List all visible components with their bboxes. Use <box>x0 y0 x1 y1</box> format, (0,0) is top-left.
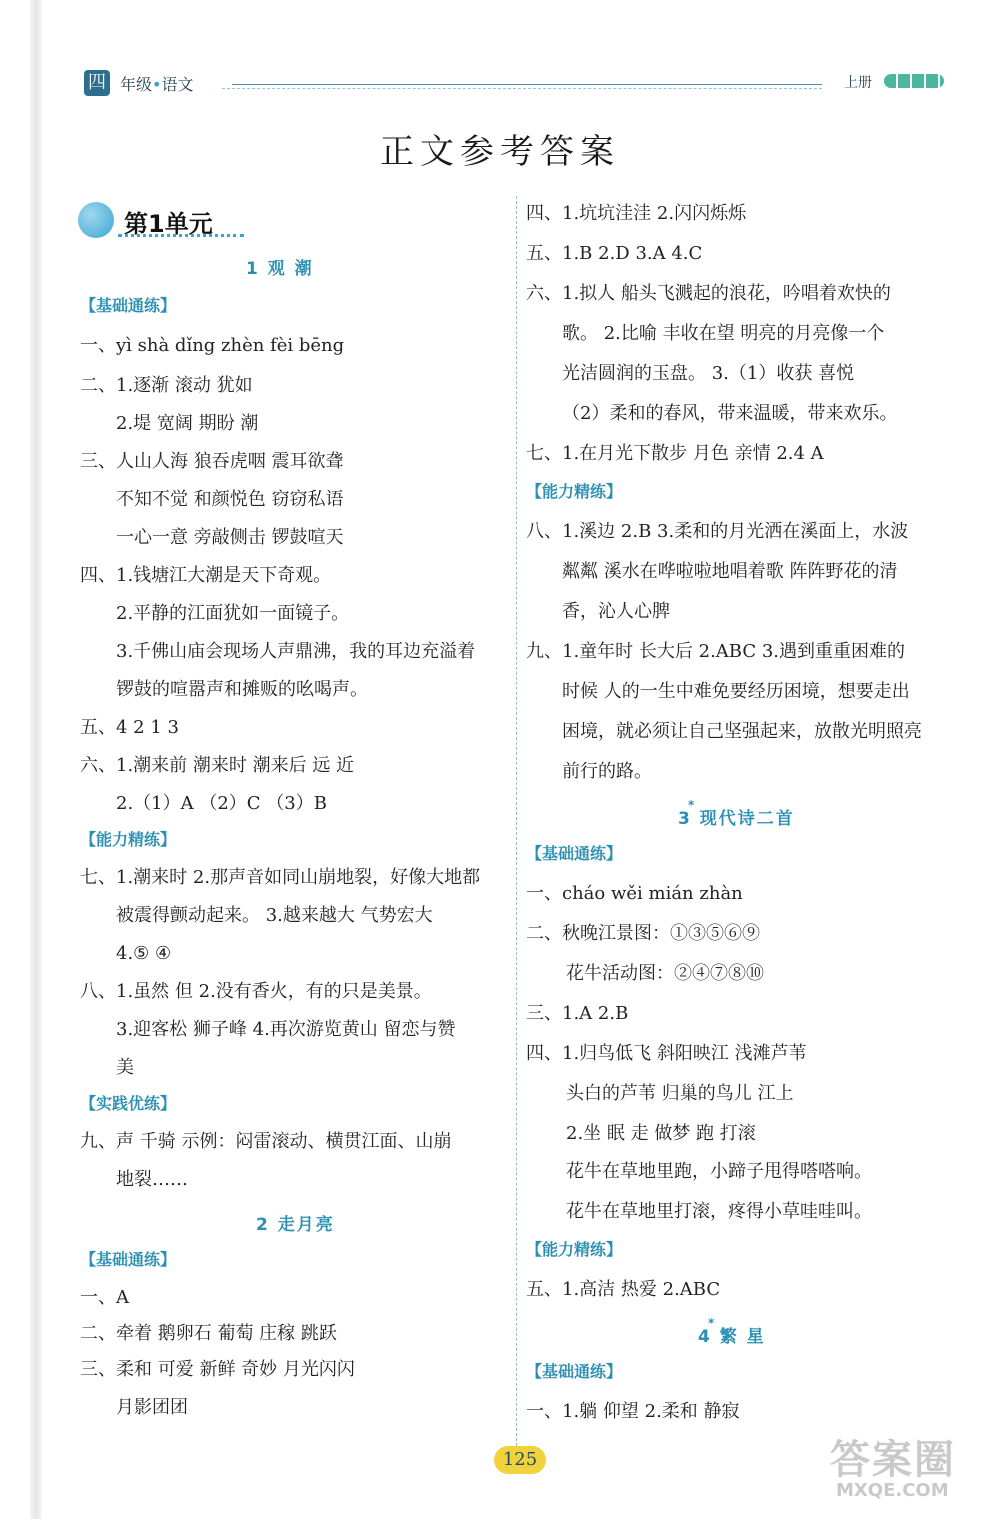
answer-line: 前行的路。 <box>562 761 652 782</box>
answer-line: 花牛在草地里打滚，疼得小草哇哇叫。 <box>566 1201 872 1222</box>
answer-line: 七、1.在月光下散步 月色 亲情 2.4 A <box>526 443 824 464</box>
optional-lesson-mark: * <box>688 798 697 812</box>
answer-line: 花牛活动图：②④⑦⑧⑩ <box>566 963 764 984</box>
volume-label: 上册 <box>844 75 872 91</box>
section-tag-basic: 【基础通练】 <box>80 296 177 315</box>
answer-line: 三、1.A 2.B <box>526 1003 629 1024</box>
volume-decoration-icon <box>884 74 944 88</box>
answer-line: 光洁圆润的玉盘。 3.（1）收获 喜悦 <box>562 363 855 384</box>
answer-line: 不知不觉 和颜悦色 窃窃私语 <box>116 489 344 510</box>
section-tag-basic: 【基础通练】 <box>526 844 623 863</box>
section-tag-basic: 【基础通练】 <box>526 1362 623 1381</box>
answer-line: 二、牵着 鹅卵石 葡萄 庄稼 跳跃 <box>80 1323 337 1344</box>
answer-line: 三、人山人海 狼吞虎咽 震耳欲聋 <box>80 451 344 472</box>
unit-underline-dots <box>118 234 244 237</box>
section-tag-basic: 【基础通练】 <box>80 1250 177 1269</box>
answer-line: 九、1.童年时 长大后 2.ABC 3.遇到重重困难的 <box>526 641 906 662</box>
answer-line: 一、cháo wěi mián zhàn <box>526 883 743 904</box>
lesson-4-title <box>698 1316 766 1347</box>
page-title: 正文参考答案 <box>380 132 620 172</box>
answer-line: 月影团团 <box>116 1397 188 1418</box>
answer-line: 2.（1）A （2）C （3）B <box>116 793 327 814</box>
answer-line: 花牛在草地里跑，小蹄子甩得嗒嗒响。 <box>566 1161 872 1182</box>
answer-line: 九、声 千骑 示例：闷雷滚动、横贯江面、山崩 <box>80 1131 452 1152</box>
lesson-3-title <box>678 798 795 829</box>
lesson-1-title: 1 观 潮 <box>246 259 314 279</box>
subject-label: 语文 <box>161 75 194 94</box>
answer-line: 二、1.逐渐 滚动 犹如 <box>80 375 253 396</box>
header-rule <box>232 84 822 85</box>
grade-label: 年级 <box>120 75 153 94</box>
grade-badge: 四 <box>84 70 110 96</box>
answer-line: 八、1.虽然 但 2.没有香火，有的只是美景。 <box>80 981 432 1002</box>
answer-line: 3.迎客松 狮子峰 4.再次游览黄山 留恋与赞 <box>116 1019 456 1040</box>
answer-line: 一、1.躺 仰望 2.柔和 静寂 <box>526 1401 740 1422</box>
answer-line: 粼粼 溪水在哗啦啦地唱着歌 阵阵野花的清 <box>562 561 898 582</box>
section-tag-ability: 【能力精练】 <box>526 1240 623 1259</box>
answer-line: 困境，就必须让自己坚强起来，放散光明照亮 <box>562 721 922 742</box>
answer-line: 三、柔和 可爱 新鲜 奇妙 月光闪闪 <box>80 1359 355 1380</box>
answer-line: （2）柔和的春风，带来温暖，带来欢乐。 <box>562 403 898 424</box>
answer-line: 歌。 2.比喻 丰收在望 明亮的月亮像一个 <box>562 323 885 344</box>
answer-line: 四、1.归鸟低飞 斜阳映江 浅滩芦苇 <box>526 1043 807 1064</box>
answer-line: 头白的芦苇 归巢的鸟儿 江上 <box>566 1083 794 1104</box>
lesson-2-title: 2 走月亮 <box>256 1215 335 1235</box>
page-number: 125 <box>494 1446 546 1474</box>
unit-circle-icon <box>78 202 114 238</box>
grade-subject-label <box>120 72 193 95</box>
answer-line: 2.平静的江面犹如一面镜子。 <box>116 603 350 624</box>
answer-line: 六、1.潮来前 潮来时 潮来后 远 近 <box>80 755 355 776</box>
answer-line: 被震得颤动起来。 3.越来越大 气势宏大 <box>116 905 433 926</box>
page-binding-edge <box>30 0 42 1519</box>
watermark-text: 答案圈 <box>830 1437 956 1483</box>
watermark-url: MXQE.COM <box>836 1480 949 1501</box>
answer-line: 锣鼓的喧嚣声和摊贩的吆喝声。 <box>116 679 368 700</box>
page-header <box>72 64 952 104</box>
answer-line: 时候 人的一生中难免要经历困境，想要走出 <box>562 681 910 702</box>
answer-line: 4.⑤ ④ <box>116 943 172 964</box>
answer-line: 四、1.坑坑洼洼 2.闪闪烁烁 <box>526 203 747 224</box>
unit-title: 第1单元 <box>124 210 213 238</box>
answer-line: 一心一意 旁敲侧击 锣鼓喧天 <box>116 527 344 548</box>
lesson-4-heading: 4 繁 星 <box>698 1327 766 1347</box>
answer-line: 五、1.高洁 热爱 2.ABC <box>526 1279 721 1300</box>
answer-line: 2.堤 宽阔 期盼 潮 <box>116 413 259 434</box>
lesson-3-heading: 3 现代诗二首 <box>678 809 795 829</box>
section-tag-practice: 【实践优练】 <box>80 1094 177 1113</box>
answer-line: 一、yì shà dǐng zhèn fèi bēng <box>80 335 345 356</box>
column-divider <box>516 196 517 1456</box>
answer-line: 一、A <box>80 1287 129 1308</box>
answer-line: 六、1.拟人 船头飞溅起的浪花，吟唱着欢快的 <box>526 283 891 304</box>
answer-line: 二、秋晚江景图：①③⑤⑥⑨ <box>526 923 760 944</box>
answer-line: 美 <box>116 1057 134 1078</box>
answer-line: 五、1.B 2.D 3.A 4.C <box>526 243 703 264</box>
section-tag-ability: 【能力精练】 <box>80 830 177 849</box>
answer-line: 七、1.潮来时 2.那声音如同山崩地裂，好像大地都 <box>80 867 481 888</box>
separator-dot-icon: • <box>152 75 162 94</box>
answer-line: 八、1.溪边 2.B 3.柔和的月光洒在溪面上，水波 <box>526 521 909 542</box>
answer-line: 香，沁人心脾 <box>562 601 670 622</box>
watermark-logo <box>830 1428 980 1506</box>
header-rule-dashed <box>222 88 822 89</box>
answer-line: 地裂…… <box>116 1169 188 1190</box>
optional-lesson-mark: * <box>708 1316 717 1330</box>
answer-line: 3.千佛山庙会现场人声鼎沸，我的耳边充溢着 <box>116 641 476 662</box>
answer-line: 五、4 2 1 3 <box>80 717 179 738</box>
answer-line: 2.坐 眠 走 做梦 跑 打滚 <box>566 1123 756 1144</box>
answer-line: 四、1.钱塘江大潮是天下奇观。 <box>80 565 332 586</box>
section-tag-ability: 【能力精练】 <box>526 482 623 501</box>
